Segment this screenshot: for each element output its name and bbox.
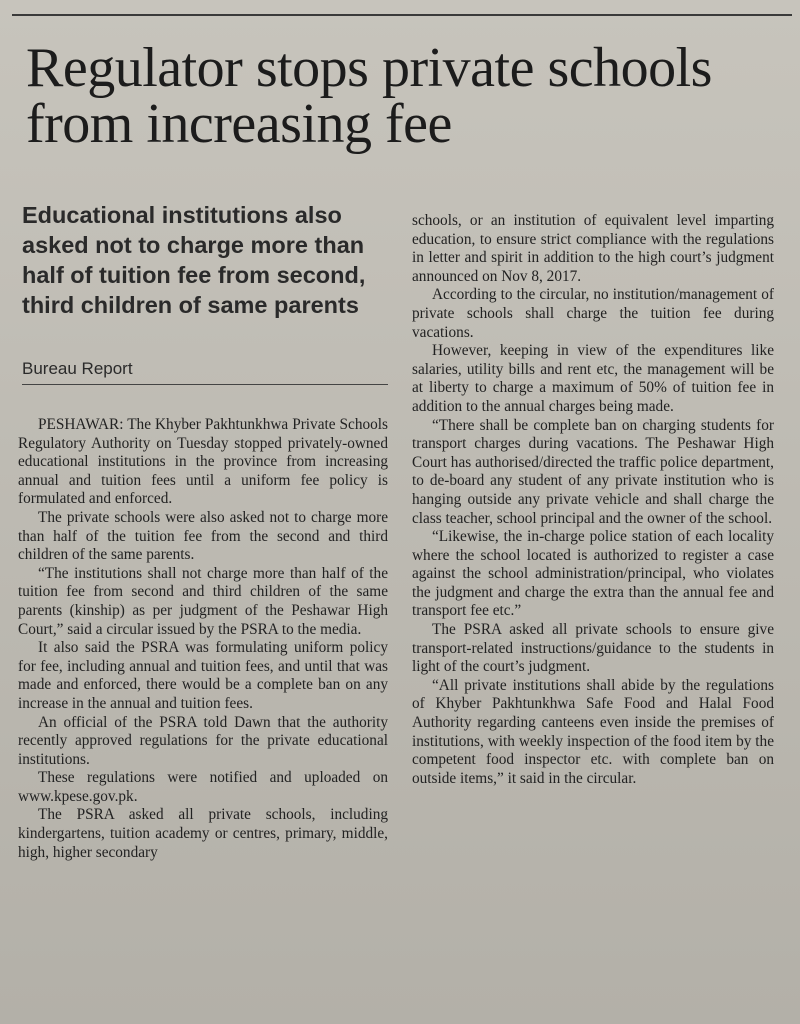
paragraph-continuation: schools, or an institution of equivalent level imparting education, to ensure strict compliance with the regulations in letter and spirit in addition to the high court’s judgment announced on Nov 8, 2017. bbox=[412, 212, 774, 285]
left-column bbox=[18, 416, 388, 862]
byline: Bureau Report bbox=[22, 359, 133, 378]
paragraph: According to the circular, no institution/management of private schools shall charge the tuition fee during vacations. bbox=[412, 286, 774, 341]
paragraph: The private schools were also asked not to charge more than half of the tuition fee from the second and third children of the same parents. bbox=[18, 508, 388, 564]
paragraph: An official of the PSRA told Dawn that the authority recently approved regulations for the private educational institutions. bbox=[18, 713, 388, 768]
paragraph: The PSRA asked all private schools to ensure give transport-related instructions/guidance to the students in light of the court’s judgment. bbox=[412, 621, 774, 676]
paragraph: “The institutions shall not charge more than half of the tuition fee from second and third children of the same parents (kinship) as per judgment of the Peshawar High Court,” said a circular issued by the PSRA to the media. bbox=[18, 564, 388, 638]
byline-rule bbox=[22, 384, 388, 385]
headline: Regulator stops private schools from increasing fee bbox=[26, 37, 712, 155]
paragraph: “Likewise, the in-charge police station of each locality where the school located is authorized to register a case against the school administration/principal, who violates the judgment and charge the extra than the annual fee and transport fee etc.” bbox=[412, 528, 774, 620]
deck-subheadline: Educational institutions also asked not to charge more than half of tuition fee from second, third children of same parents bbox=[22, 202, 366, 318]
paragraph: The PSRA asked all private schools, including kindergartens, tuition academy or centres, primary, middle, high, higher secondary bbox=[18, 806, 388, 861]
paragraph: It also said the PSRA was formulating uniform policy for fee, including annual and tuition fees, and until that was made and enforced, there would be a complete ban on any increase in the annual and tuition fees. bbox=[18, 639, 388, 712]
paragraph: “There shall be complete ban on charging students for transport charges during vacations. The Peshawar High Court has authorised/directed the traffic police department, to de-board any student of any private institution who is hanging outside any private vehicle and shall charge the class teacher, school principal and the owner of the school. bbox=[412, 416, 774, 527]
right-column bbox=[412, 212, 774, 788]
paragraph: These regulations were notified and uploaded on www.kpese.gov.pk. bbox=[18, 769, 388, 805]
paragraph: “All private institutions shall abide by the regulations of Khyber Pakhtunkhwa Safe Food and Halal Food Authority regarding canteens even inside the premises of institutions, with weekly inspection of the food item by the competent food inspector etc. with complete ban on outside items,” it said in the circular. bbox=[412, 676, 774, 787]
paragraph: However, keeping in view of the expenditures like salaries, utility bills and rent etc, the management will be at liberty to charge a maximum of 50% of tuition fee in addition to the annual charges being made. bbox=[412, 342, 774, 415]
paragraph: PESHAWAR: The Khyber Pakhtunkhwa Private Schools Regulatory Authority on Tuesday stopped privately-owned educational institutions in the province from increasing annual and tuition fees until a uniform fee policy is formulated and enforced. bbox=[18, 416, 388, 508]
top-rule bbox=[12, 14, 792, 16]
